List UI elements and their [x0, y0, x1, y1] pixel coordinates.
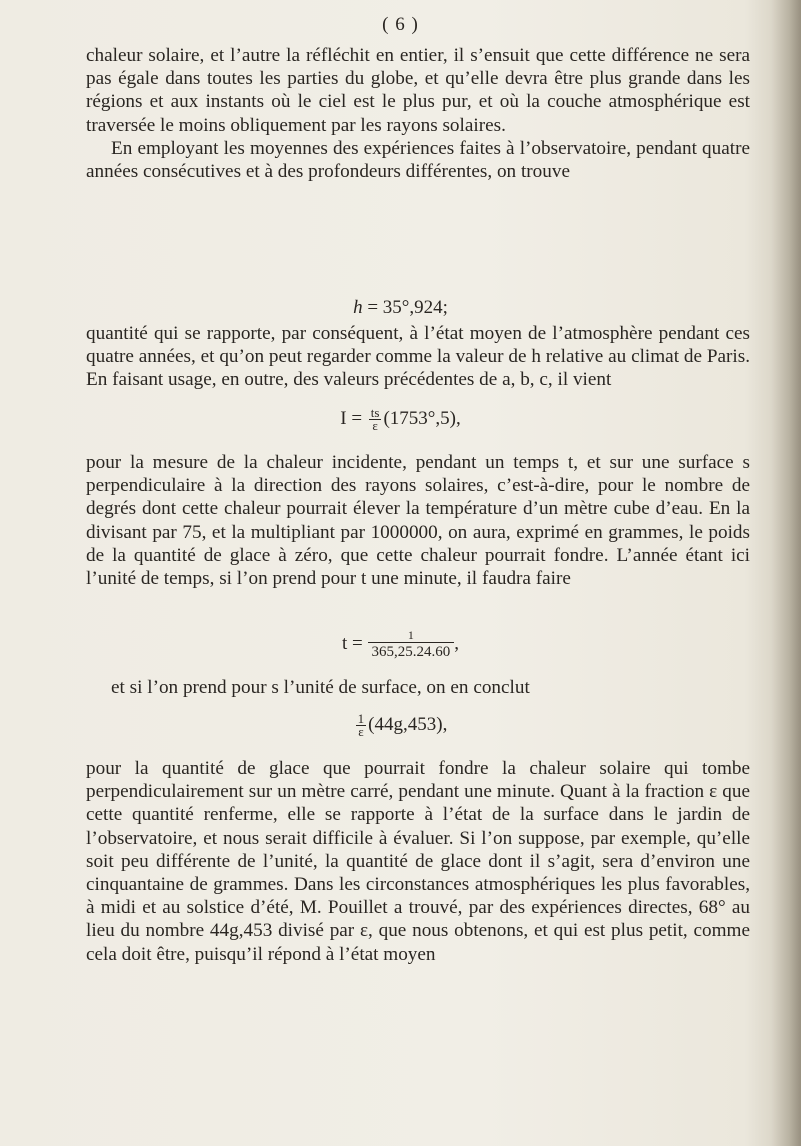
formula-ice-numerator: 1	[357, 711, 365, 726]
formula-t-lhs: t =	[342, 632, 368, 654]
formula-I-numerator: ts	[370, 405, 380, 420]
formula-t-numerator: 1	[368, 628, 455, 643]
paragraph-2: En employant les moyennes des expériences faites à l’observatoire, pendant quatre années consécutives et à des profondeurs différentes, on trouve	[86, 137, 750, 183]
text-block-2	[86, 322, 750, 392]
formula-t-fraction	[368, 628, 455, 661]
formula-ice-rhs: (44g,453),	[368, 713, 448, 735]
formula-h-rhs: = 35°,924;	[362, 297, 448, 318]
paragraph-5: et si l’on prend pour s l’unité de surface, on en conclut	[111, 677, 530, 698]
formula-I-fraction	[369, 407, 382, 432]
formula-ice-fraction	[356, 713, 367, 738]
formula-I-lhs: I =	[340, 407, 367, 429]
page-number: ( 6 )	[382, 14, 419, 35]
formula-I	[0, 407, 801, 432]
paragraph-4: pour la mesure de la chaleur incidente, pendant un temps t, et sur une surface s perpendiculaire à la direction des rayons solaires, c’est-à-dire, pour le nombre de degrés dont cette chaleur pourrait élever la température d’un mètre cube d’eau. En la divisant par 75, et la multipliant par 1000000, on aura, exprimé en grammes, le poids de la quantité de glace à zéro, que cette chaleur pourrait fondre. L’année étant ici l’unité de temps, si l’on prend pour t une minute, il faudra faire	[86, 452, 750, 590]
text-block-4	[86, 676, 750, 699]
page-edge-shadow	[771, 0, 801, 1146]
formula-ice	[0, 713, 801, 738]
formula-t-denominator: 365,25.24.60	[371, 644, 451, 660]
paragraph-3: quantité qui se rapporte, par conséquent, à l’état moyen de l’atmosphère pendant ces quatre années, et qu’on peut regarder comme la valeur de h relative au climat de Paris. En faisant usage, en outre, des valeurs précédentes de a, b, c, il vient	[86, 323, 750, 391]
formula-h-lhs: h	[353, 297, 363, 318]
text-block-5	[86, 757, 750, 966]
formula-I-rhs: (1753°,5),	[383, 407, 461, 429]
formula-h	[0, 297, 801, 319]
formula-ice-denominator: ε	[358, 724, 364, 739]
paragraph-6: pour la quantité de glace que pourrait fondre la chaleur solaire qui tombe perpendiculairement sur un mètre carré, pendant une minute. Quant à la fraction ε que cette quantité renferme, elle se rapporte à l’état de la surface dans le jardin de l’observatoire, et nous serait difficile à évaluer. Si l’on suppose, par exemple, qu’elle soit peu différente de l’unité, la quantité de glace dont il s’agit, sera d’environ une cinquantaine de grammes. Dans les circonstances atmosphériques les plus favorables, à midi et au solstice d’été, M. Pouillet a trouvé, par des expériences directes, 68° au lieu du nombre 44g,453 divisé par ε, que nous obtenons, et qui est plus petit, comme cela doit être, puisqu’il répond à l’état moyen	[86, 758, 750, 965]
formula-I-denominator: ε	[372, 418, 378, 433]
text-block-top	[86, 44, 750, 183]
text-block-3	[86, 451, 750, 590]
paragraph-1: chaleur solaire, et l’autre la réfléchit en entier, il s’ensuit que cette différence ne sera pas égale dans toutes les parties du globe, et qu’elle devra être plus grande dans les régions et aux instants où le ciel est le plus pur, et où la couche atmosphérique est traversée le moins obliquement par les rayons solaires.	[86, 45, 750, 136]
formula-t	[0, 628, 801, 661]
formula-t-tail: ,	[454, 632, 459, 654]
